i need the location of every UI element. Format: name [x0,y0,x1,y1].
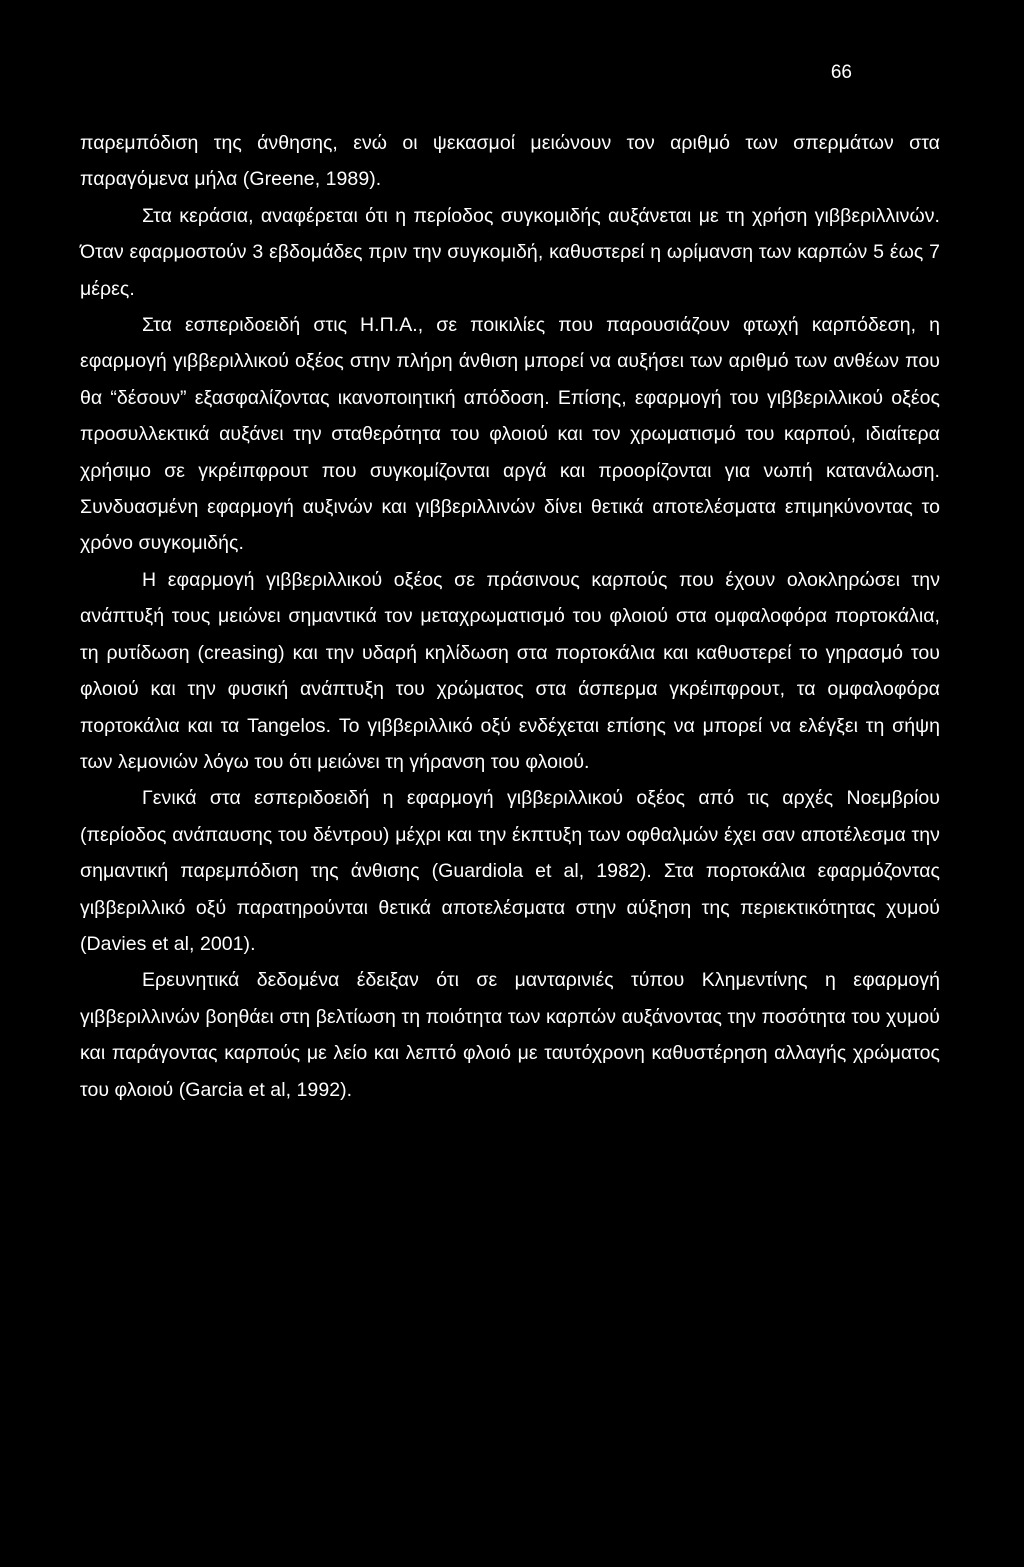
paragraph-citrus-usa: Στα εσπεριδοειδή στις Η.Π.Α., σε ποικιλίες που παρουσιάζουν φτωχή καρπόδεση, η εφαρμογή γιββεριλλικού οξέος στην πλήρη άνθιση μπορεί να αυξήσει των αριθμό των ανθέων που θα “δέσουν” εξασφαλίζοντας ικανοποιητική απόδοση. Επίσης, εφαρμογή του γιββεριλλικού οξέος προσυλλεκτικά αυξάνει την σταθερότητα του φλοιού και τον χρωματισμό του καρπού, ιδιαίτερα χρήσιμο σε γκρέιπφρουτ που συγκομίζονται αργά και προορίζονται για νωπή κατανάλωση. Συνδυασμένη εφαρμογή αυξινών και γιββεριλλινών δίνει θετικά αποτελέσματα επιμηκύνοντας το χρόνο συγκομιδής. [80,314,940,555]
paragraph-clementine: Ερευνητικά δεδομένα έδειξαν ότι σε μανταρινιές τύπου Κλημεντίνης η εφαρμογή γιββεριλλινών βοηθάει στη βελτίωση τη ποιότητα των καρπών αυξάνοντας την ποσότητα του χυμού και παράγοντας καρπούς με λείο και λεπτό φλοιό με ταυτόχρονη καθυστέρηση αλλαγής χρώματος του φλοιού (Garcia et al, 1992). [80,969,940,1101]
paragraph-continuation: παρεμπόδιση της άνθησης, ενώ οι ψεκασμοί μειώνουν τον αριθμό των σπερμάτων στα παραγόμενα μήλα (Greene, 1989). [80,132,940,191]
paragraph-cherries: Στα κεράσια, αναφέρεται ότι η περίοδος συγκομιδής αυξάνεται με τη χρήση γιββεριλλινών. Όταν εφαρμοστούν 3 εβδομάδες πριν την συγκομιδή, καθυστερεί η ωρίμανση των καρπών 5 έως 7 μέρες. [80,204,940,300]
paragraph-green-fruits: Η εφαρμογή γιββεριλλικού οξέος σε πράσινους καρπούς που έχουν ολοκληρώσει την ανάπτυξή τους μειώνει σημαντικά τον μεταχρωματισμό του φλοιού στα ομφαλοφόρα πορτοκάλια, τη ρυτίδωση (creasing) και την υδαρή κηλίδωση στα πορτοκάλια και καθυστερεί το γηρασμό του φλοιού και την φυσική ανάπτυξη του χρώματος στα άσπερμα γκρέιπφρουτ, τα ομφαλοφόρα πορτοκάλια και τα Tangelos. Το γιββεριλλικό οξύ ενδέχεται επίσης να μπορεί να ελέγξει τη σήψη των λεμονιών λόγω του ότι μειώνει τη γήρανση του φλοιού. [80,568,940,773]
page-number: 66 [830,62,852,83]
paragraph-general-citrus: Γενικά στα εσπεριδοειδή η εφαρμογή γιββεριλλικού οξέος από τις αρχές Νοεμβρίου (περίοδος ανάπαυσης του δέντρου) μέχρι και την έκπτυξη των οφθαλμών έχει σαν αποτέλεσμα την σημαντική παρεμπόδιση της άνθισης (Guardiola et al, 1982). Στα πορτοκάλια εφαρμόζοντας γιββεριλλικό οξύ παρατηρούνται θετικά αποτελέσματα στην αύξηση της περιεκτικότητας χυμού (Davies et al, 2001). [80,787,940,955]
body-text [80,125,940,1108]
